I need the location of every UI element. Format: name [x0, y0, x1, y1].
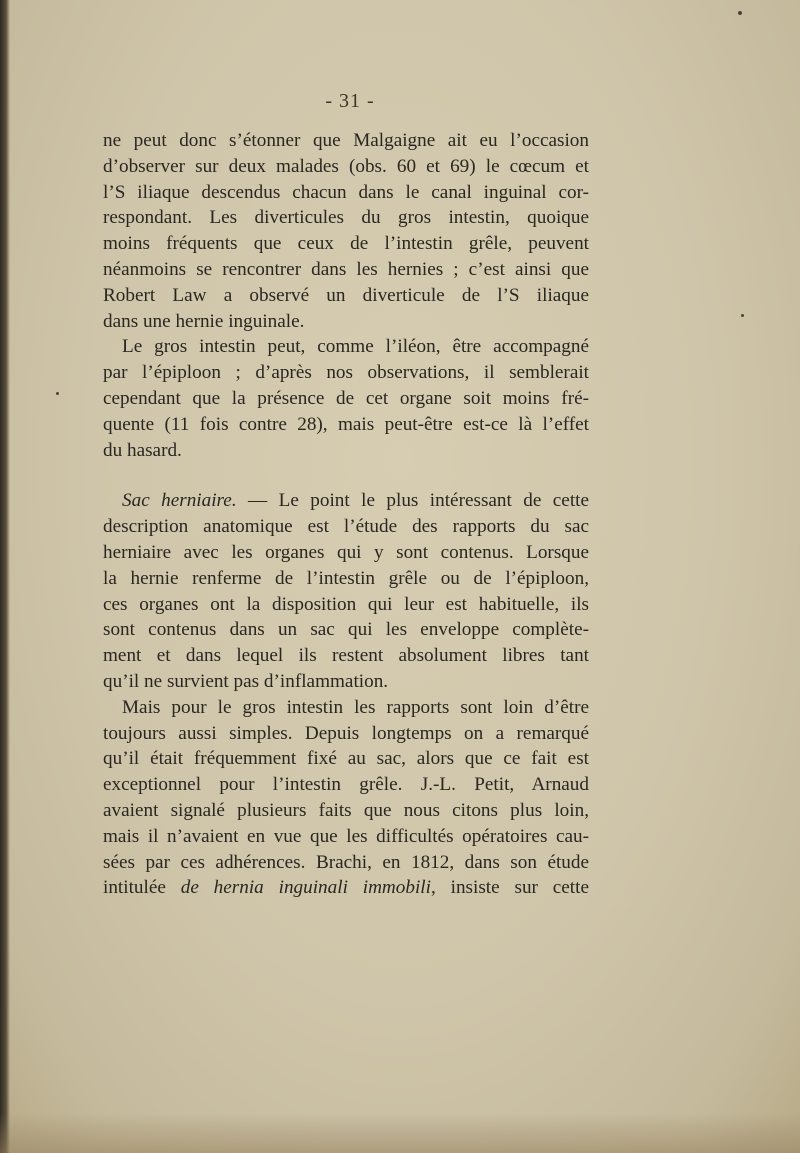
text-line: ment et dans lequel ils restent absolument libres tant [103, 645, 589, 667]
text-fragment: — Le point le plus intéressant de cette [236, 490, 590, 512]
text-line: respondant. Les diverticules du gros intestin, quoique [103, 207, 589, 229]
text-line: moins fréquents que ceux de l’intestin grêle, peuvent [103, 233, 589, 255]
text-line: dans une hernie inguinale. [103, 310, 305, 332]
text-line: néanmoins se rencontrer dans les hernies ; c’est ainsi que [103, 258, 589, 280]
paper-speck [741, 314, 744, 317]
text-line: Le gros intestin peut, comme l’iléon, être accompagné [122, 336, 589, 358]
text-line: sées par ces adhérences. Brachi, en 1812, dans son étude [103, 851, 589, 873]
text-line: mais il n’avaient en vue que les difficultés opératoires cau- [103, 825, 589, 847]
page-number: - 31 - [325, 90, 375, 112]
text-line: du hasard. [103, 439, 182, 461]
text-line: Robert Law a observé un diverticule de l’S iliaque [103, 284, 589, 306]
text-line: qu’il était fréquemment fixé au sac, alors que ce fait est [103, 748, 589, 770]
paragraph [103, 695, 589, 901]
paragraph [103, 488, 589, 694]
text-line [103, 875, 589, 901]
text-line: exceptionnel pour l’intestin grêle. J.-L. Petit, Arnaud [103, 774, 589, 796]
text-line: Mais pour le gros intestin les rapports sont loin d’être [122, 696, 589, 718]
text-line: cependant que la présence de cet organe soit moins fré- [103, 387, 589, 409]
text-line: la hernie renferme de l’intestin grêle ou de l’épiploon, [103, 567, 589, 589]
text-line: description anatomique est l’étude des rapports du sac [103, 516, 589, 538]
text-line: par l’épiploon ; d’après nos observations, il semblerait [103, 362, 589, 384]
italic-title: de hernia inguinali immobili [180, 877, 431, 899]
paper-speck [56, 392, 59, 395]
paragraph [103, 128, 589, 334]
paper-speck [738, 11, 742, 15]
text-line: d’observer sur deux malades (obs. 60 et 69) le cœcum et [103, 155, 589, 177]
text-line: avaient signalé plusieurs faits que nous citons plus loin, [103, 799, 589, 821]
page-binding-edge [0, 0, 10, 1153]
section-heading: Sac herniaire. [122, 490, 237, 512]
text-fragment: , insiste sur cette [430, 877, 589, 899]
text-line [103, 488, 589, 514]
text-line: herniaire avec les organes qui y sont contenus. Lorsque [103, 541, 589, 563]
text-line: quente (11 fois contre 28), mais peut-être est-ce là l’effet [103, 413, 589, 435]
text-line: qu’il ne survient pas d’inflammation. [103, 670, 389, 692]
text-line: ces organes ont la disposition qui leur est habituelle, ils [103, 593, 589, 615]
page-bottom-shadow [0, 1113, 800, 1153]
text-line: sont contenus dans un sac qui les enveloppe complète- [103, 619, 589, 641]
paragraph [103, 334, 589, 463]
text-line: toujours aussi simples. Depuis longtemps on a remarqué [103, 722, 589, 744]
text-line: ne peut donc s’étonner que Malgaigne ait eu l’occasion [103, 130, 589, 151]
section-gap [103, 463, 589, 488]
text-line: l’S iliaque descendus chacun dans le canal inguinal cor- [103, 181, 589, 203]
text-fragment: intitulée [103, 877, 181, 899]
body-text [103, 128, 589, 901]
